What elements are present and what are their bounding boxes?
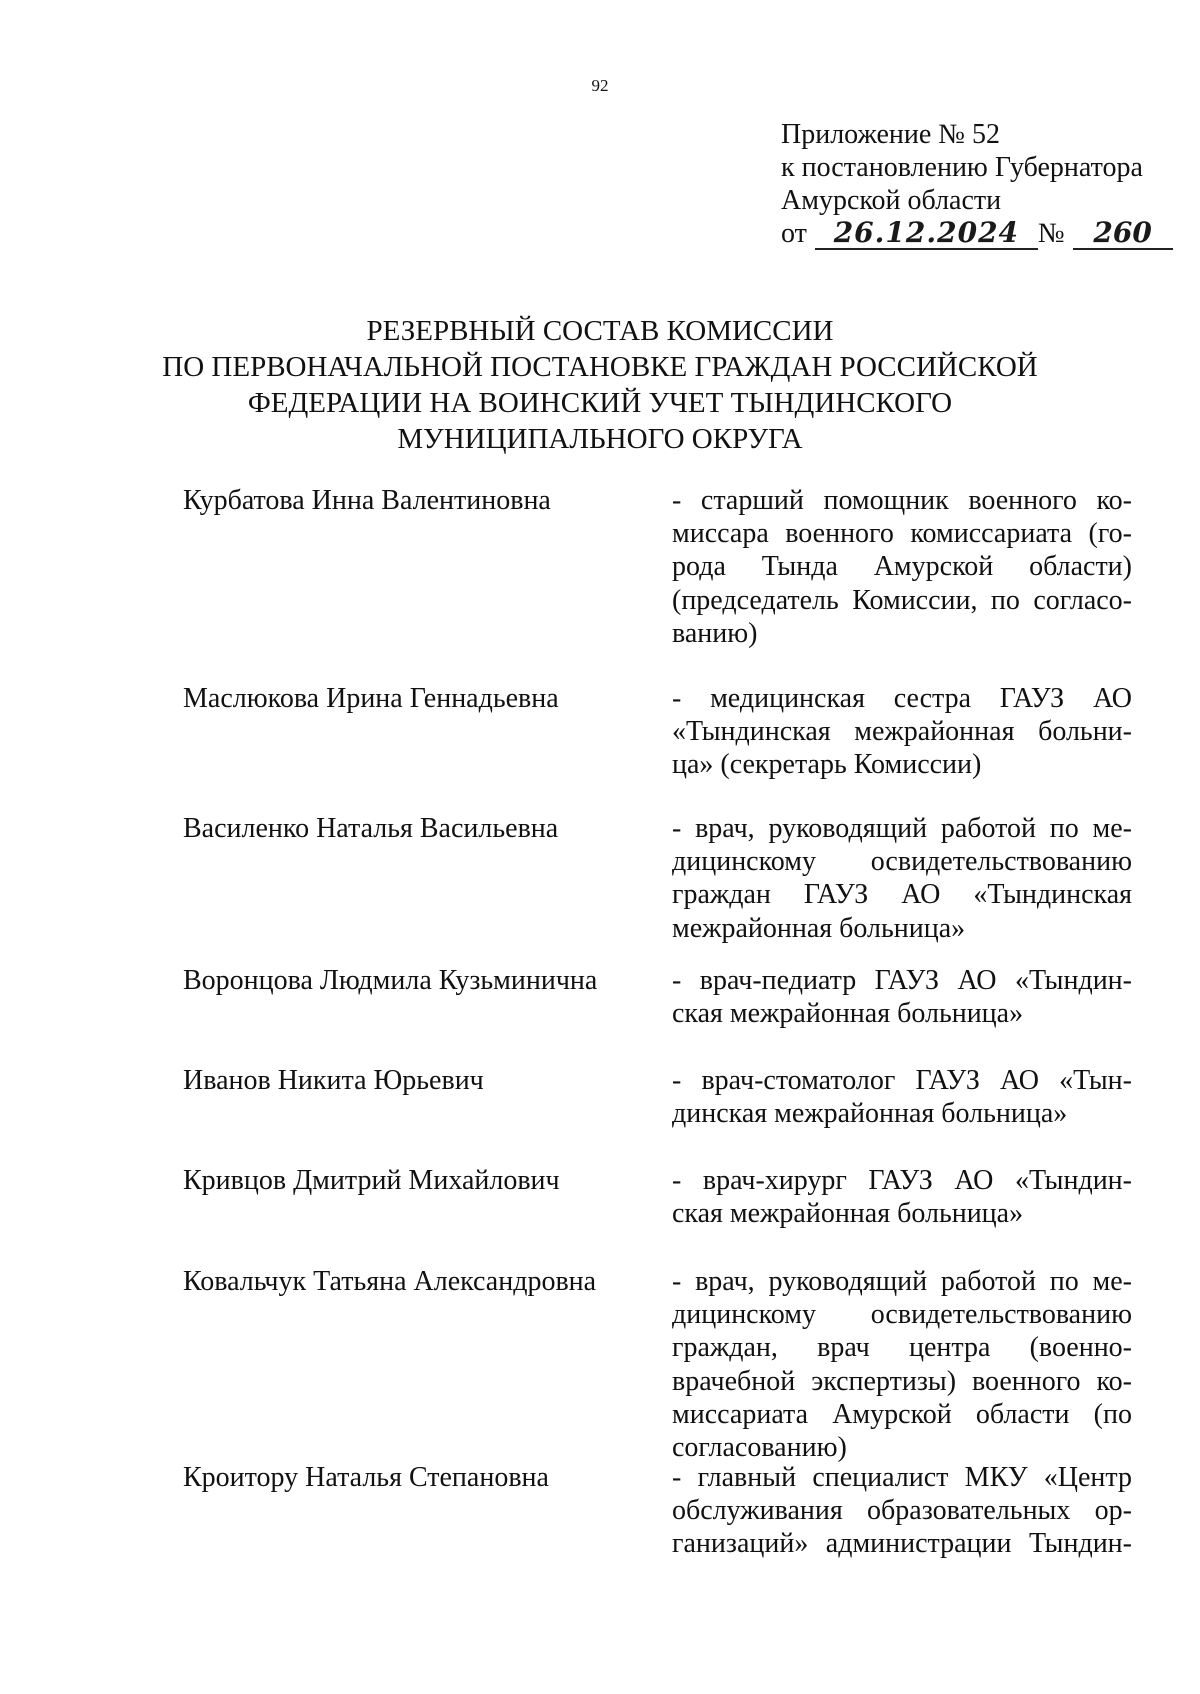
member-name: Кривцов Дмитрий Михайлович — [183, 1165, 560, 1196]
member-name: Кроитору Наталья Степановна — [183, 1462, 549, 1493]
member-role-line: - врач, руководящий работой по ме- — [672, 1266, 1132, 1297]
member-name: Курбатова Инна Валентиновна — [183, 485, 551, 516]
member-role-line: (председатель Комиссии, по согласо- — [672, 584, 1132, 616]
member-role-line: дицинскому освидетельствованию — [672, 1299, 1132, 1331]
member-role-line: - врач-педиатр ГАУЗ АО «Тындин- — [672, 965, 1132, 996]
member-role-line: - главный специалист МКУ «Центр — [672, 1462, 1132, 1493]
member-name: Василенко Наталья Васильевна — [183, 813, 559, 844]
member-role-line: граждан, врач центра (военно- — [672, 1332, 1132, 1364]
member-name: Ковальчук Татьяна Александровна — [183, 1266, 597, 1297]
handwritten-date: 26.12.2024 — [815, 218, 1038, 250]
member-role-line: динская межрайонная больница» — [672, 1098, 1068, 1130]
member-role-line: - врач-стоматолог ГАУЗ АО «Тын- — [672, 1065, 1132, 1096]
member-role — [672, 1461, 1132, 1561]
member-role — [672, 682, 1132, 782]
member-role-line: ца» (секретарь Комиссии) — [672, 749, 982, 781]
member-role-line: граждан ГАУЗ АО «Тындинская — [672, 879, 1132, 911]
member-role-line: межрайонная больница» — [672, 912, 966, 944]
member-role-line: - врач-хирург ГАУЗ АО «Тындин- — [672, 1165, 1132, 1196]
from-label: от — [781, 218, 807, 249]
member-role — [672, 1265, 1132, 1464]
appendix-date-line — [781, 217, 1173, 250]
member-role-line: рода Тында Амурской области) — [672, 551, 1132, 583]
member-role-line: - врач, руководящий работой по ме- — [672, 813, 1132, 844]
member-role-line: миссара военного комиссариата (го- — [672, 518, 1132, 550]
member-role-line: обслуживания образовательных ор- — [672, 1495, 1132, 1527]
member-role-line: - медицинская сестра ГАУЗ АО — [672, 683, 1132, 714]
page-number: 92 — [591, 76, 609, 95]
member-role — [672, 484, 1132, 650]
title-line-1: РЕЗЕРВНЫЙ СОСТАВ КОМИССИИ — [366, 315, 834, 347]
member-role-line: ванию) — [672, 617, 758, 649]
member-role-line: «Тындинская межрайонная больни- — [672, 716, 1132, 748]
title-line-2: ПО ПЕРВОНАЧАЛЬНОЙ ПОСТАНОВКЕ ГРАЖДАН РОССИЙСКОЙ — [162, 351, 1038, 383]
member-role-line: согласованию) — [672, 1432, 847, 1464]
member-role-line: - старший помощник военного ко- — [672, 485, 1132, 516]
member-role-line: миссариата Амурской области (по — [672, 1398, 1132, 1430]
member-role-line: ганизаций» администрации Тындин- — [672, 1528, 1132, 1560]
member-role-line: дицинскому освидетельствованию — [672, 846, 1132, 878]
member-role — [672, 1064, 1132, 1130]
handwritten-number: 260 — [1073, 218, 1173, 250]
member-name: Воронцова Людмила Кузьминична — [183, 965, 598, 996]
document-title — [0, 313, 1200, 457]
member-role-line: ская межрайонная больница» — [672, 1198, 1024, 1230]
appendix-title: Приложение № 52 — [781, 119, 1000, 150]
number-label: № — [1037, 218, 1065, 249]
member-role — [672, 1164, 1132, 1230]
member-name: Маслюкова Ирина Геннадьевна — [183, 683, 559, 714]
title-line-4: МУНИЦИПАЛЬНОГО ОКРУГА — [397, 423, 803, 455]
appendix-block — [781, 118, 1173, 250]
member-role-line: ская межрайонная больница» — [672, 998, 1024, 1030]
appendix-region-line: Амурской области — [781, 185, 1002, 216]
member-role-line: врачебной экспертизы) военного ко- — [672, 1365, 1132, 1397]
member-role — [672, 964, 1132, 1030]
appendix-decree-line: к постановлению Губернатора — [781, 152, 1143, 183]
member-role — [672, 812, 1132, 945]
title-line-3: ФЕДЕРАЦИИ НА ВОИНСКИЙ УЧЕТ ТЫНДИНСКОГО — [247, 387, 953, 419]
member-name: Иванов Никита Юрьевич — [183, 1065, 484, 1096]
